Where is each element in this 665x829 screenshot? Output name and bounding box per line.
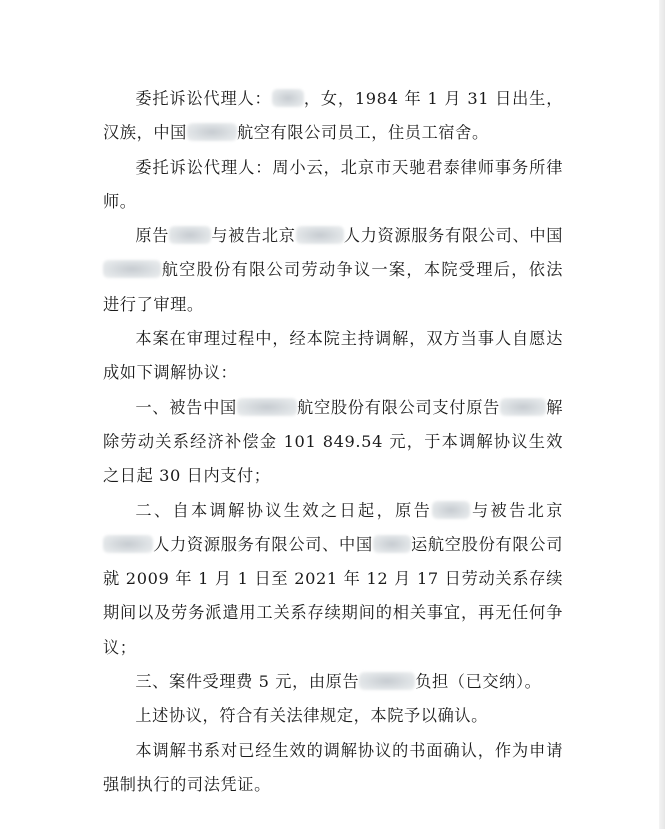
text: 航空股份有限公司劳动争议一案，本院受理后，依法进行了审理。 [103,260,563,314]
text: 本案在审理过程中，经本院主持调解，双方当事人自愿达成如下调解协议： [103,329,563,383]
paragraph-clause-1 [103,391,563,494]
redaction-blur [272,89,304,107]
paragraph-clause-2 [103,494,563,665]
redaction-blur [500,398,546,416]
paragraph-mediation [103,322,563,391]
redaction-blur [169,226,211,244]
redaction-blur [237,398,297,416]
redaction-blur [103,535,153,553]
redaction-blur [296,226,344,244]
text: 人力资源服务有限公司、中国 [153,534,373,554]
text: ，女，1984 年 1 月 31 日出生，汉族，中国 [103,89,563,143]
text: 一、被告中国 [135,397,237,417]
text: 人力资源服务有限公司、中国 [343,226,564,246]
page-edge [659,0,665,829]
text: 航空股份有限公司支付原告 [296,397,501,417]
text: 三、案件受理费 5 元，由原告 [135,672,360,692]
redaction-blur [187,123,237,141]
redaction-blur [359,672,415,690]
text: 解除劳动关系经济补偿金 101 849.54 元，于本调解协议生效之日起 30 日内支付； [103,397,563,486]
paragraph-agent-2 [103,151,563,220]
text: 委托诉讼代理人：周小云，北京市天驰君泰律师事务所律师。 [103,157,563,211]
paragraph-enforcement [103,734,563,803]
text: 运航空股份有限公司就 2009 年 1 月 1 日至 2021 年 12 月 17 日劳动关系存续期间以及劳务派遣用工关系存续期间的相关事宜，再无任何争议； [103,534,563,657]
text: 委托诉讼代理人： [135,89,272,108]
text: 航空有限公司员工，住员工宿舍。 [236,123,489,143]
paragraph-case-intro [103,219,563,322]
paragraph-clause-3 [103,665,563,699]
text: 二、自本调解协议生效之日起，原告 [135,500,433,520]
text: 与被告北京 [211,226,296,246]
paragraph-agent-1 [103,82,563,151]
redaction-blur [432,501,470,519]
text: 负担（已交纳）。 [415,672,542,692]
text: 上述协议，符合有关法律规定，本院予以确认。 [135,706,488,726]
text: 本调解书系对已经生效的调解协议的书面确认，作为申请强制执行的司法凭证。 [103,740,563,794]
text: 与被告北京 [470,500,563,520]
redaction-blur [373,535,411,553]
document-body [103,82,563,802]
text: 原告 [135,226,170,246]
paragraph-confirmation [103,699,563,733]
redaction-blur [103,260,161,278]
